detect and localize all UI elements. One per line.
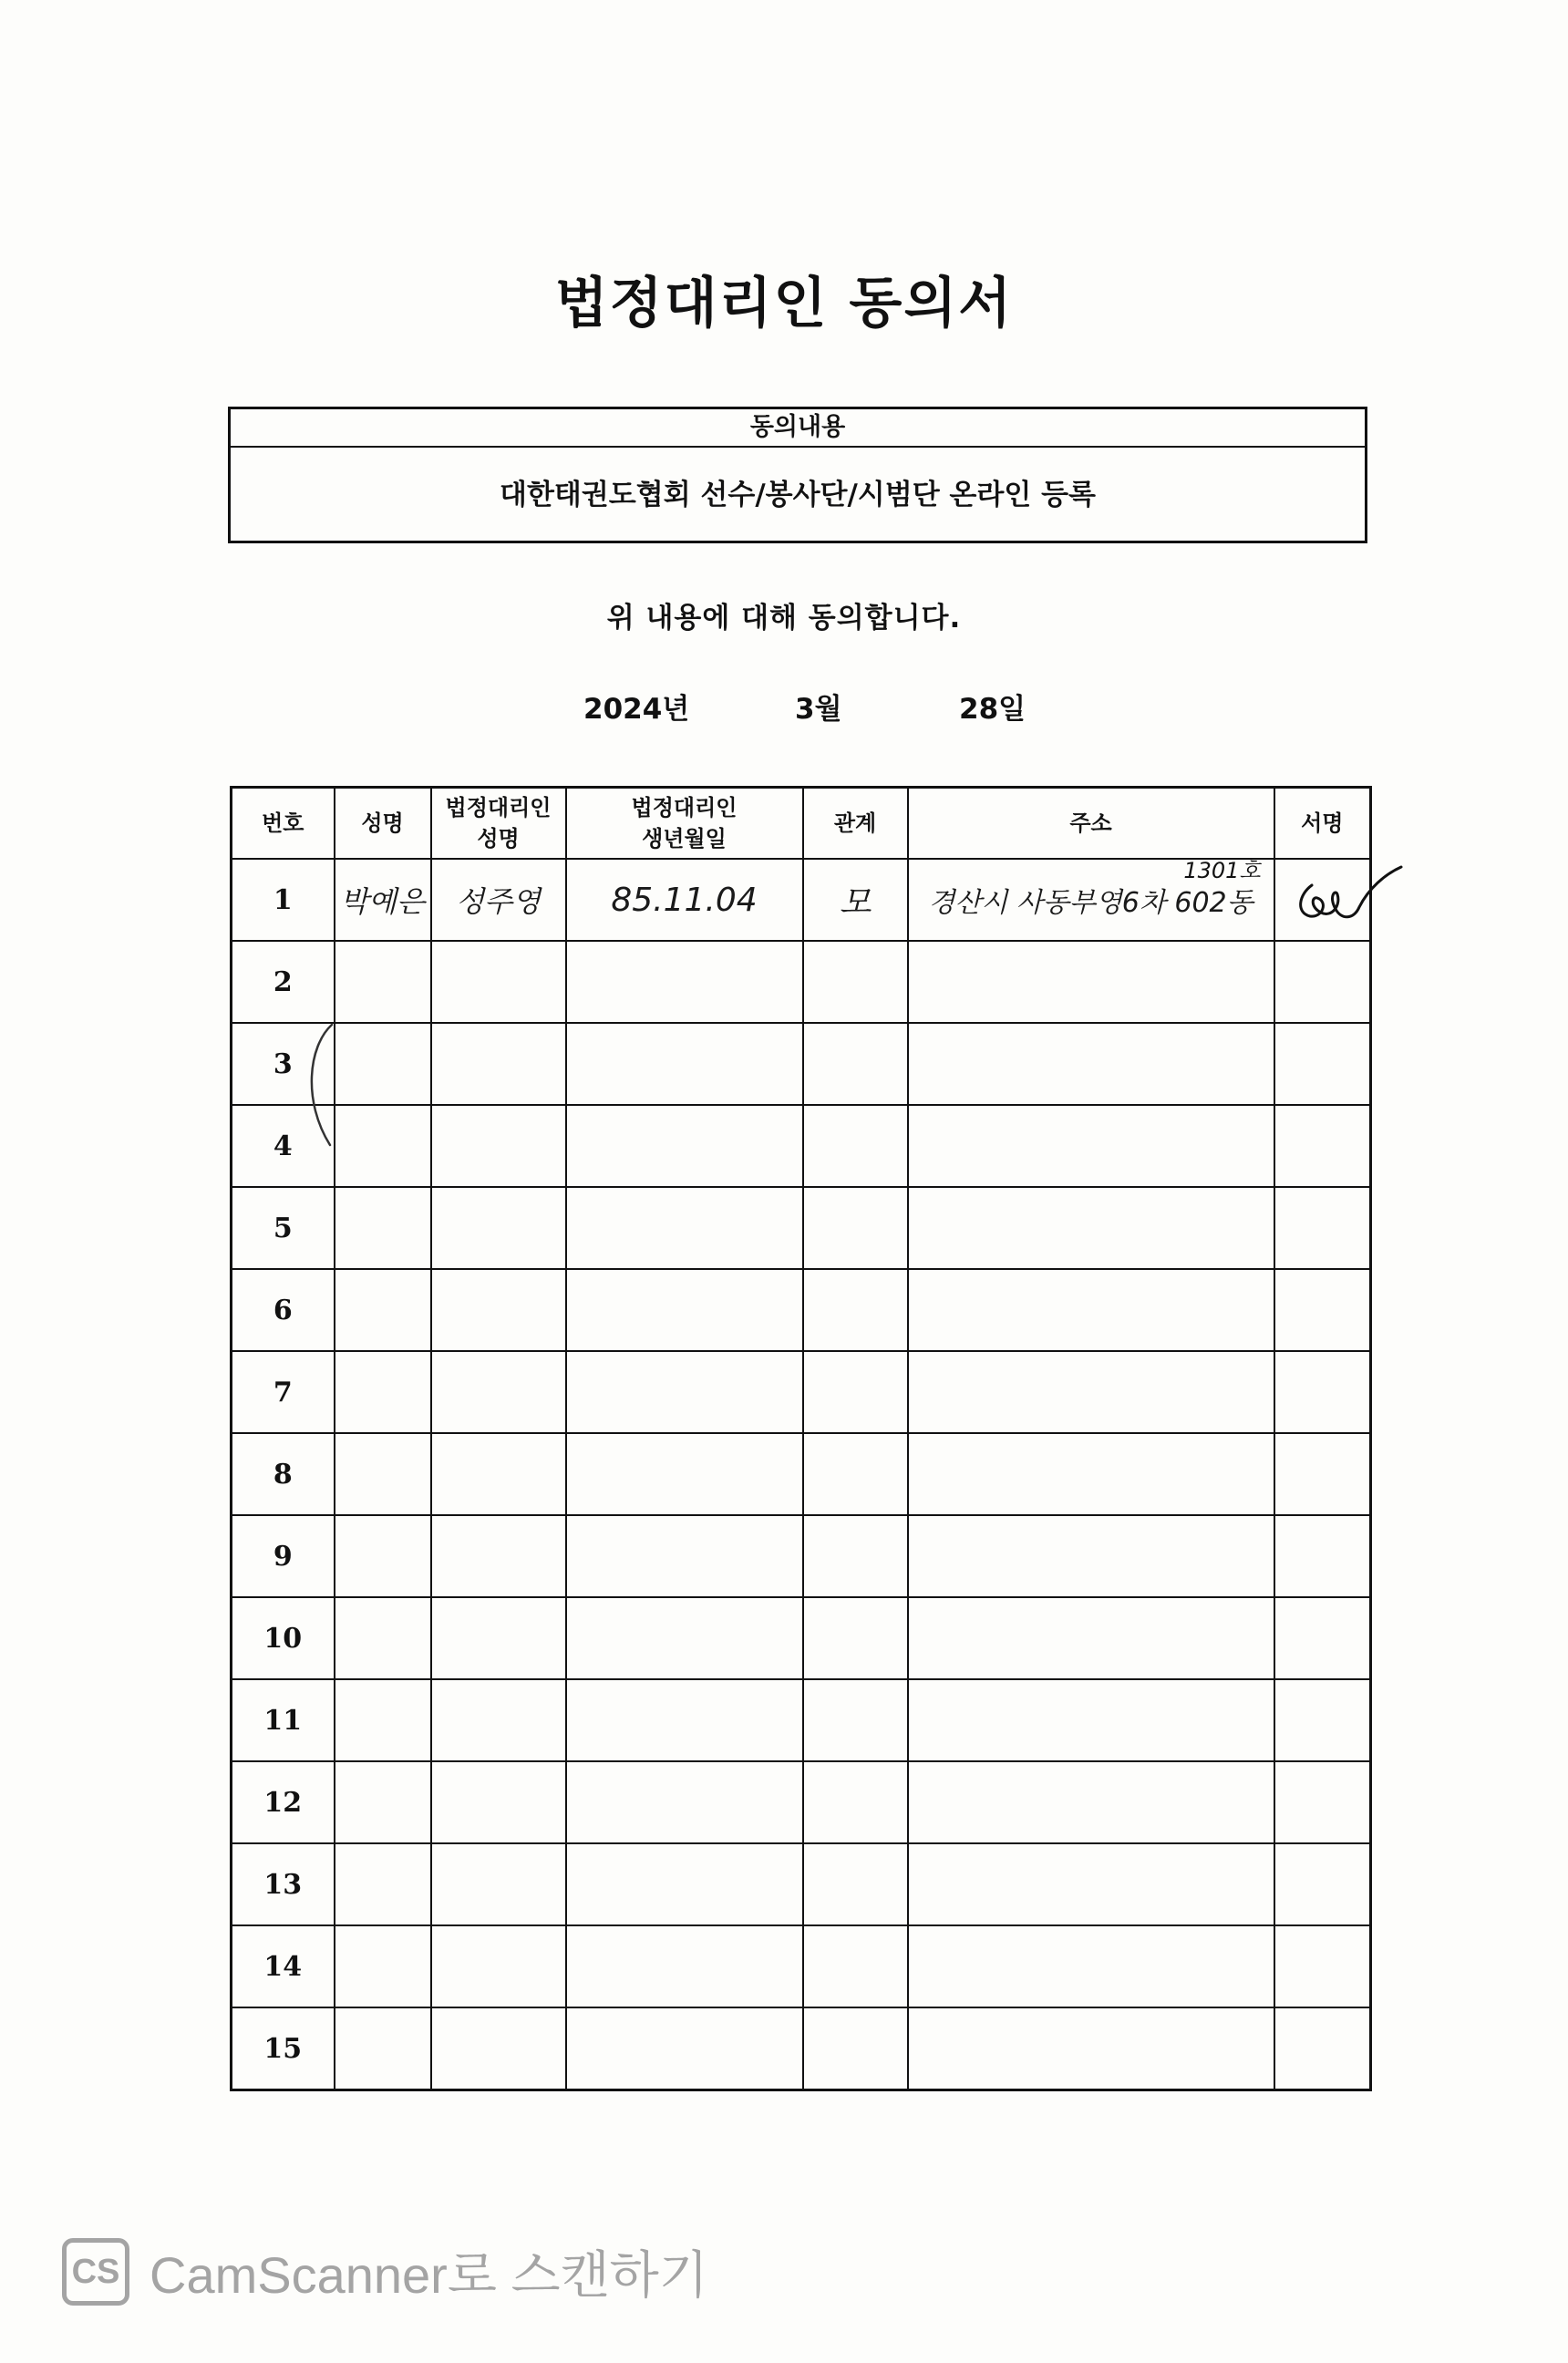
row-name xyxy=(335,1515,431,1597)
row-address xyxy=(908,1187,1274,1269)
row-rep-name xyxy=(431,1269,566,1351)
row-signature xyxy=(1274,1761,1371,1843)
row-rep-name xyxy=(431,1023,566,1105)
row-rep-birth xyxy=(566,1515,803,1597)
header-rep-birth-line2: 생년월일 xyxy=(642,826,727,851)
header-rep-birth xyxy=(566,788,803,860)
agreement-text: 위 내용에 대해 동의합니다. xyxy=(606,602,962,635)
row-number: 7 xyxy=(232,1351,335,1433)
row-address xyxy=(908,1351,1274,1433)
row-name xyxy=(335,1269,431,1351)
row-address xyxy=(908,1433,1274,1515)
row-signature xyxy=(1274,1105,1371,1187)
row-address xyxy=(908,1023,1274,1105)
row-relation xyxy=(803,1433,908,1515)
row-rep-birth xyxy=(566,1023,803,1105)
row-rep-birth xyxy=(566,1269,803,1351)
row-address xyxy=(908,2007,1274,2090)
row-number: 4 xyxy=(232,1105,335,1187)
table-row xyxy=(232,859,1371,941)
row-signature xyxy=(1274,859,1371,941)
table-row xyxy=(232,1023,1371,1105)
row-rep-birth xyxy=(566,859,803,941)
row-relation xyxy=(803,1597,908,1679)
row-rep-birth xyxy=(566,1925,803,2007)
header-rep-name xyxy=(431,788,566,860)
table-row xyxy=(232,1843,1371,1925)
date-month: 3월 xyxy=(795,693,842,726)
row-address xyxy=(908,859,1274,941)
header-relation: 관계 xyxy=(803,788,908,860)
table-row xyxy=(232,1679,1371,1761)
representative-table xyxy=(230,786,1372,2091)
relation: 모 xyxy=(839,883,872,922)
row-signature xyxy=(1274,2007,1371,2090)
table-row xyxy=(232,1187,1371,1269)
table-row xyxy=(232,1761,1371,1843)
row-address xyxy=(908,1843,1274,1925)
pen-stroke-mark xyxy=(292,1019,346,1156)
row-number: 11 xyxy=(232,1679,335,1761)
table-row xyxy=(232,1925,1371,2007)
consent-box xyxy=(228,407,1367,543)
header-signature: 서명 xyxy=(1274,788,1371,860)
row-name xyxy=(335,1187,431,1269)
header-address: 주소 xyxy=(908,788,1274,860)
header-name: 성명 xyxy=(335,788,431,860)
row-name xyxy=(335,1597,431,1679)
table-row xyxy=(232,2007,1371,2090)
address-wrap xyxy=(928,858,1261,920)
row-address xyxy=(908,941,1274,1023)
row-rep-birth xyxy=(566,1843,803,1925)
row-relation xyxy=(803,941,908,1023)
row-signature xyxy=(1274,1597,1371,1679)
row-address xyxy=(908,1269,1274,1351)
consent-body: 대한태권도협회 선수/봉사단/시범단 온라인 등록 xyxy=(500,479,1096,511)
row-name xyxy=(335,941,431,1023)
row-signature xyxy=(1274,1187,1371,1269)
consent-header: 동의내용 xyxy=(231,409,1365,448)
row-name xyxy=(335,2007,431,2090)
row-signature xyxy=(1274,1351,1371,1433)
table-row xyxy=(232,1515,1371,1597)
row-address xyxy=(908,1761,1274,1843)
table-header-row xyxy=(232,788,1371,860)
table-row xyxy=(232,1105,1371,1187)
row-relation xyxy=(803,1679,908,1761)
row-signature xyxy=(1274,1023,1371,1105)
row-signature xyxy=(1274,1925,1371,2007)
row-relation xyxy=(803,1023,908,1105)
row-rep-birth xyxy=(566,1679,803,1761)
address-unit: 1301호 xyxy=(1183,858,1261,883)
row-rep-name xyxy=(431,859,566,941)
row-name xyxy=(335,1433,431,1515)
date-day: 28일 xyxy=(959,693,1026,726)
row-number: 15 xyxy=(232,2007,335,2090)
table-row xyxy=(232,1269,1371,1351)
header-rep-name-line1: 법정대리인 xyxy=(445,795,552,820)
row-name xyxy=(335,1679,431,1761)
row-signature xyxy=(1274,1679,1371,1761)
row-rep-name xyxy=(431,941,566,1023)
row-name xyxy=(335,1023,431,1105)
row-rep-birth xyxy=(566,941,803,1023)
row-rep-birth xyxy=(566,1433,803,1515)
row-rep-name xyxy=(431,1597,566,1679)
row-relation xyxy=(803,2007,908,2090)
row-number: 10 xyxy=(232,1597,335,1679)
row-rep-name xyxy=(431,1761,566,1843)
row-number: 9 xyxy=(232,1515,335,1597)
watermark-text: CamScanner로 스캔하기 xyxy=(150,2246,708,2304)
address: 경산시 사동부영6차 602동 xyxy=(928,887,1253,919)
row-address xyxy=(908,1597,1274,1679)
table-row xyxy=(232,1351,1371,1433)
row-name xyxy=(335,859,431,941)
row-number: 8 xyxy=(232,1433,335,1515)
row-relation xyxy=(803,1269,908,1351)
row-relation xyxy=(803,1105,908,1187)
row-address xyxy=(908,1105,1274,1187)
table-row xyxy=(232,941,1371,1023)
row-signature xyxy=(1274,1843,1371,1925)
row-signature xyxy=(1274,1433,1371,1515)
table-row xyxy=(232,1597,1371,1679)
row-relation xyxy=(803,859,908,941)
row-relation xyxy=(803,1515,908,1597)
page-title: 법정대리인 동의서 xyxy=(554,272,1014,335)
row-number: 1 xyxy=(232,859,335,941)
row-number: 6 xyxy=(232,1269,335,1351)
row-relation xyxy=(803,1187,908,1269)
rep-birth: 85.11.04 xyxy=(611,881,758,919)
row-rep-name xyxy=(431,2007,566,2090)
row-rep-name xyxy=(431,1679,566,1761)
row-rep-birth xyxy=(566,1597,803,1679)
row-rep-name xyxy=(431,1187,566,1269)
row-number: 13 xyxy=(232,1843,335,1925)
row-name xyxy=(335,1925,431,2007)
row-rep-birth xyxy=(566,2007,803,2090)
row-signature xyxy=(1274,1515,1371,1597)
row-rep-name xyxy=(431,1925,566,2007)
row-number: 14 xyxy=(232,1925,335,2007)
row-number: 3 xyxy=(232,1023,335,1105)
row-rep-birth xyxy=(566,1105,803,1187)
row-rep-birth xyxy=(566,1187,803,1269)
row-rep-birth xyxy=(566,1351,803,1433)
row-rep-name xyxy=(431,1515,566,1597)
child-name: 박예은 xyxy=(340,884,425,919)
table-row xyxy=(232,1433,1371,1515)
row-relation xyxy=(803,1351,908,1433)
header-rep-name-line2: 성명 xyxy=(477,826,520,851)
row-relation xyxy=(803,1925,908,2007)
row-address xyxy=(908,1515,1274,1597)
row-name xyxy=(335,1351,431,1433)
date-year: 2024년 xyxy=(583,693,690,726)
row-name xyxy=(335,1105,431,1187)
row-signature xyxy=(1274,941,1371,1023)
row-relation xyxy=(803,1843,908,1925)
row-number: 5 xyxy=(232,1187,335,1269)
row-name xyxy=(335,1761,431,1843)
camscanner-logo-icon: CS xyxy=(62,2238,129,2306)
header-number: 번호 xyxy=(232,788,335,860)
row-rep-name xyxy=(431,1105,566,1187)
rep-name: 성주영 xyxy=(456,884,541,919)
row-rep-name xyxy=(431,1351,566,1433)
camscanner-watermark xyxy=(62,2235,708,2308)
row-number: 12 xyxy=(232,1761,335,1843)
row-address xyxy=(908,1679,1274,1761)
header-rep-birth-line1: 법정대리인 xyxy=(631,795,738,820)
row-rep-name xyxy=(431,1433,566,1515)
row-signature xyxy=(1274,1269,1371,1351)
handwritten-signature xyxy=(1284,862,1412,934)
row-rep-birth xyxy=(566,1761,803,1843)
row-relation xyxy=(803,1761,908,1843)
row-number: 2 xyxy=(232,941,335,1023)
row-address xyxy=(908,1925,1274,2007)
row-rep-name xyxy=(431,1843,566,1925)
row-name xyxy=(335,1843,431,1925)
